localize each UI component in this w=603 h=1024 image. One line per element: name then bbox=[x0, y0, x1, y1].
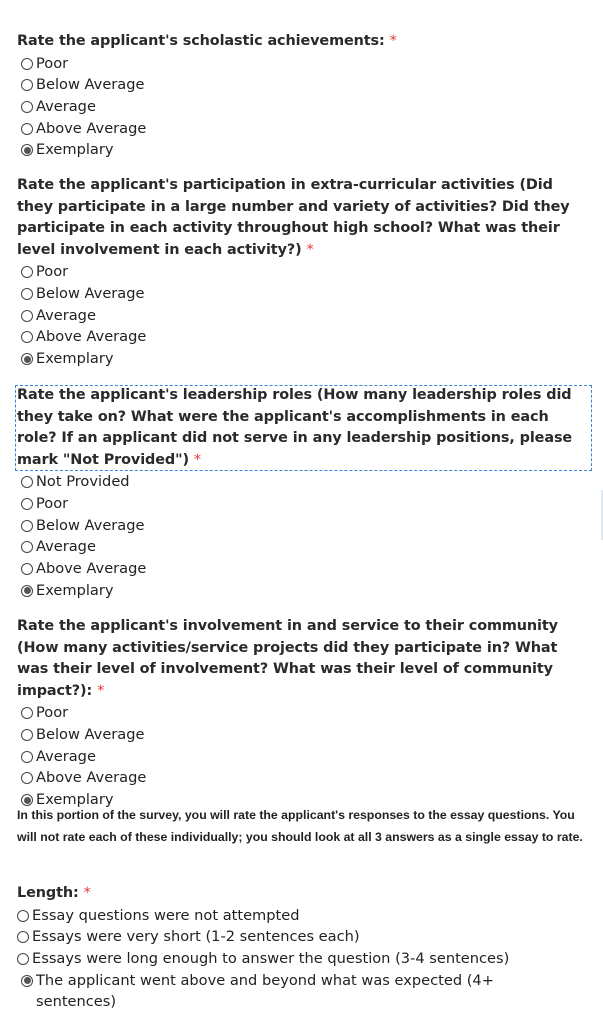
radio-button[interactable] bbox=[21, 123, 33, 135]
radio-button[interactable] bbox=[21, 498, 33, 510]
radio-button[interactable] bbox=[21, 563, 33, 575]
radio-button[interactable] bbox=[21, 707, 33, 719]
radio-button[interactable] bbox=[21, 751, 33, 763]
required-asterisk: * bbox=[83, 885, 91, 901]
radio-option-average[interactable]: Average bbox=[17, 536, 592, 558]
required-asterisk: * bbox=[306, 241, 314, 258]
radio-button[interactable] bbox=[21, 58, 33, 70]
radio-button[interactable] bbox=[21, 79, 33, 91]
radio-group-extracurricular bbox=[17, 261, 592, 369]
radio-button[interactable] bbox=[21, 310, 33, 322]
radio-button[interactable] bbox=[21, 729, 33, 741]
radio-button[interactable] bbox=[21, 476, 33, 488]
question-scholastic bbox=[17, 31, 592, 161]
radio-option-not-attempted[interactable]: Essay questions were not attempted bbox=[17, 905, 592, 927]
radio-group-leadership bbox=[17, 471, 592, 601]
radio-group-length bbox=[17, 905, 592, 1013]
radio-option-above-average[interactable]: Above Average bbox=[17, 767, 592, 789]
radio-option-very-short[interactable]: Essays were very short (1-2 sentences each) bbox=[17, 926, 592, 948]
radio-option-average[interactable]: Average bbox=[17, 305, 592, 327]
required-asterisk: * bbox=[389, 33, 397, 49]
question-label[interactable]: Rate the applicant's leadership roles (How many leadership roles did they take on? What were the applicant's accomplishments in each role? If an applicant did not serve in any leadership positions, please mark "Not Provided") * bbox=[17, 387, 573, 468]
radio-group-scholastic bbox=[17, 53, 592, 161]
required-asterisk: * bbox=[193, 451, 202, 468]
radio-option-exemplary[interactable]: Exemplary bbox=[17, 139, 592, 161]
question-label: Rate the applicant's involvement in and service to their community (How many activities/service projects did they participate in? What was their level of involvement? What was their level of community impact?): * bbox=[17, 618, 558, 699]
radio-option-long-enough[interactable]: Essays were long enough to answer the question (3-4 sentences) bbox=[17, 948, 592, 970]
radio-button[interactable] bbox=[21, 541, 33, 553]
radio-option-above-and-beyond[interactable]: The applicant went above and beyond what was expected (4+ sentences) bbox=[17, 970, 517, 1013]
radio-option-not-provided[interactable]: Not Provided bbox=[17, 471, 592, 493]
question-label: Length: * bbox=[17, 885, 91, 901]
question-label: Rate the applicant's participation in extra-curricular activities (Did they participate in a large number and variety of activities? Did they participate in each activity throughout high school? What was their level involvement in each activity?) * bbox=[17, 177, 570, 258]
radio-option-poor[interactable]: Poor bbox=[17, 261, 592, 283]
radio-option-poor[interactable]: Poor bbox=[17, 53, 592, 75]
radio-button[interactable] bbox=[21, 101, 33, 113]
radio-option-below-average[interactable]: Below Average bbox=[17, 515, 592, 537]
question-community bbox=[17, 616, 592, 811]
radio-option-exemplary[interactable]: Exemplary bbox=[17, 789, 592, 811]
radio-option-poor[interactable]: Poor bbox=[17, 493, 592, 515]
radio-button[interactable] bbox=[17, 953, 29, 965]
question-label: Rate the applicant's scholastic achievements: * bbox=[17, 33, 397, 49]
radio-button[interactable] bbox=[21, 288, 33, 300]
radio-option-below-average[interactable]: Below Average bbox=[17, 724, 592, 746]
radio-option-average[interactable]: Average bbox=[17, 96, 592, 118]
radio-option-average[interactable]: Average bbox=[17, 746, 592, 768]
radio-group-community bbox=[17, 702, 592, 810]
question-length bbox=[17, 883, 592, 1013]
radio-button[interactable] bbox=[21, 520, 33, 532]
radio-option-exemplary[interactable]: Exemplary bbox=[17, 348, 592, 370]
radio-button[interactable] bbox=[21, 331, 33, 343]
radio-option-above-average[interactable]: Above Average bbox=[17, 326, 592, 348]
radio-option-above-average[interactable]: Above Average bbox=[17, 118, 592, 140]
question-leadership bbox=[17, 385, 592, 602]
required-asterisk: * bbox=[97, 682, 105, 699]
radio-option-above-average[interactable]: Above Average bbox=[17, 558, 592, 580]
radio-button-selected[interactable] bbox=[21, 975, 33, 987]
radio-button[interactable] bbox=[17, 910, 29, 922]
radio-option-exemplary[interactable]: Exemplary bbox=[17, 580, 592, 602]
radio-button-selected[interactable] bbox=[21, 144, 33, 156]
radio-button[interactable] bbox=[17, 931, 29, 943]
radio-option-below-average[interactable]: Below Average bbox=[17, 283, 592, 305]
radio-option-below-average[interactable]: Below Average bbox=[17, 74, 592, 96]
radio-button[interactable] bbox=[21, 266, 33, 278]
radio-button-selected[interactable] bbox=[21, 353, 33, 365]
radio-button[interactable] bbox=[21, 772, 33, 784]
radio-button-selected[interactable] bbox=[21, 585, 33, 597]
essay-instructions: In this portion of the survey, you will rate the applicant's responses to the essay questions. You will not rate each of these individually; you should look at all 3 answers as a single essay to rate. bbox=[17, 808, 583, 844]
question-extracurricular bbox=[17, 175, 592, 370]
radio-option-poor[interactable]: Poor bbox=[17, 702, 592, 724]
